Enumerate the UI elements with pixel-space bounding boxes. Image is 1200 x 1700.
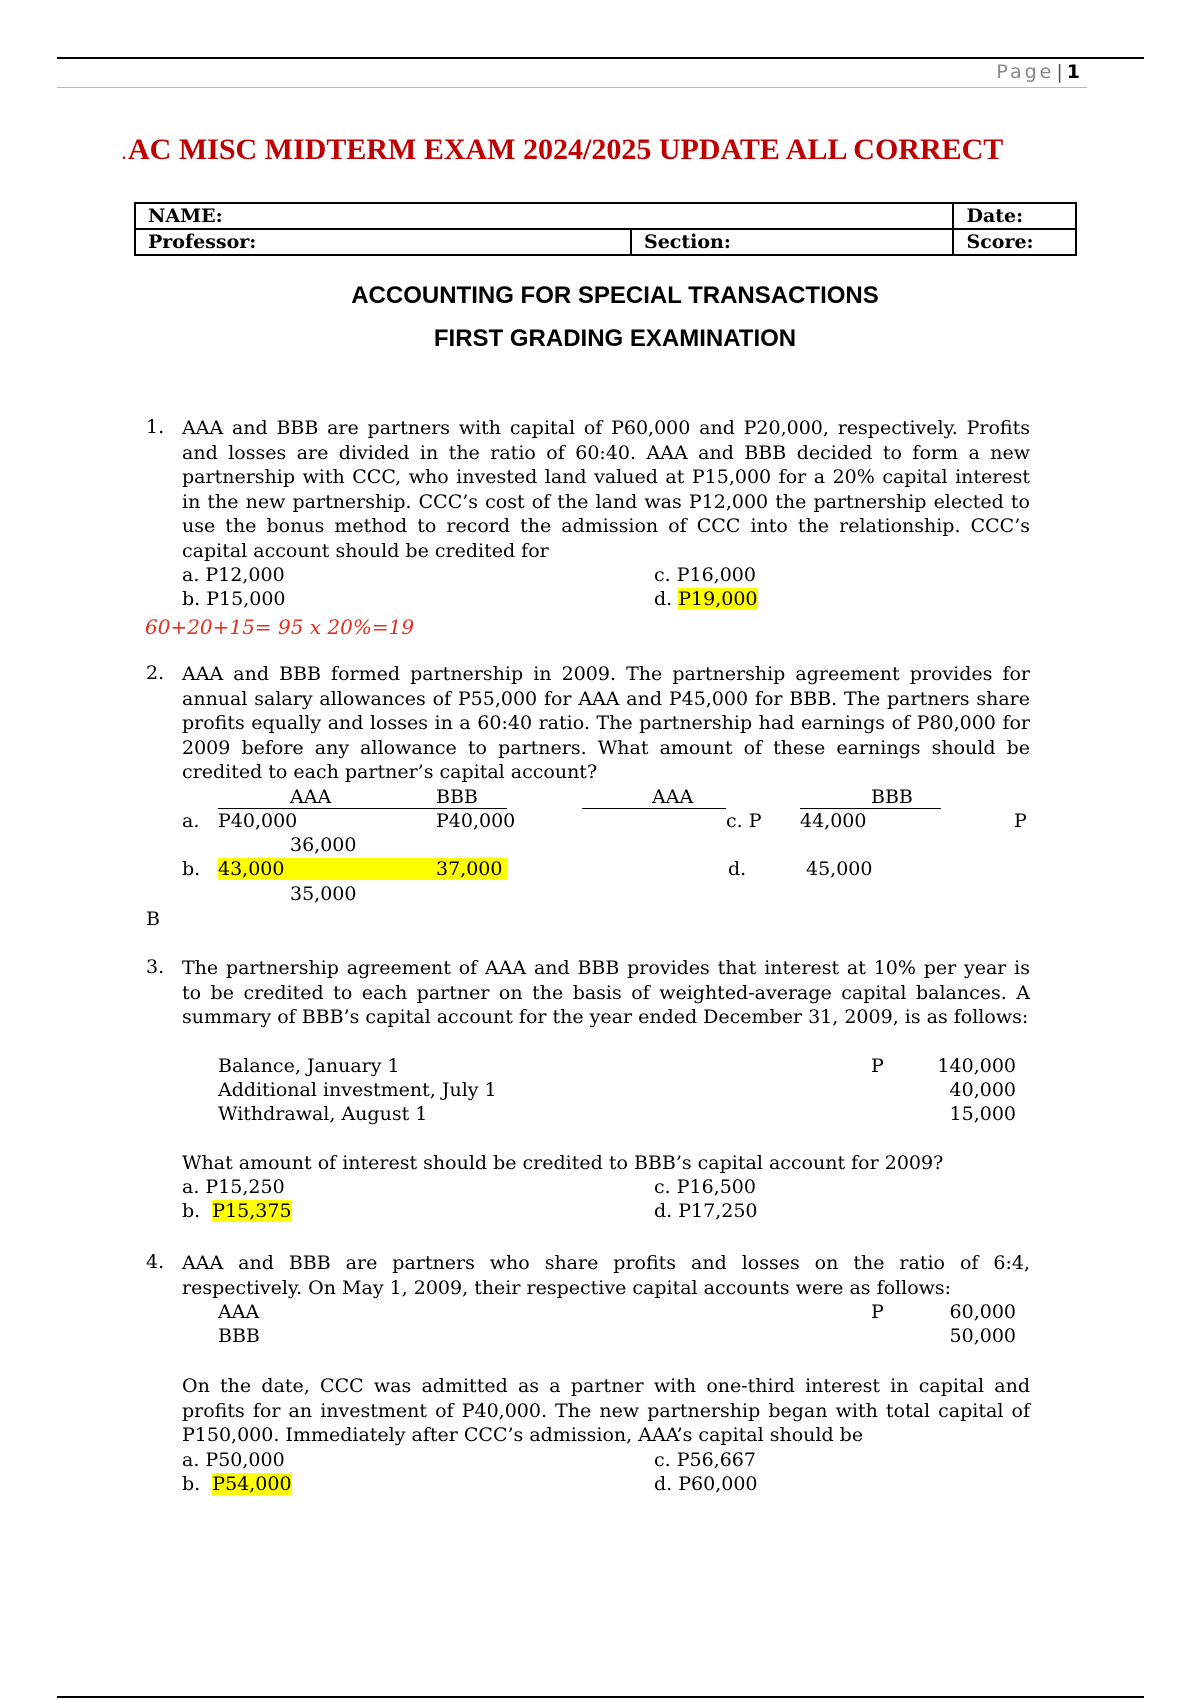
option-label: b. bbox=[182, 1473, 201, 1495]
option-label: b. bbox=[182, 1200, 201, 1222]
q2-option-b-aaa: 43,000 bbox=[218, 858, 285, 880]
question-number: 1. bbox=[146, 416, 165, 438]
q2-header-underline-2 bbox=[582, 808, 726, 809]
handwritten-solution-note: 60+20+15= 95 x 20%=19 bbox=[145, 615, 415, 639]
q4-option-d: d. P60,000 bbox=[654, 1473, 758, 1495]
question-stem: AAA and BBB are partners with capital of P60,000 and P20,000, respectively. Profits and losses are divided in the ratio of 60:40. AAA and BBB decided to form a new partnership with CCC, who invested land valued at P15,000 for a 20% capital interest in the new partnership. CCC’s cost of the land was P12,000 the partnership elected to use the bonus method to record the admission of CCC into the relationship. CCC’s capital account should be credited for bbox=[182, 417, 1030, 562]
page-separator: | bbox=[1056, 61, 1063, 83]
title-text: AC MISC MIDTERM EXAM 2024/2025 UPDATE ALL CORRECT bbox=[128, 133, 1004, 166]
q1-option-d bbox=[654, 588, 758, 610]
q4-option-a: a. P50,000 bbox=[182, 1449, 285, 1471]
q2-option-c-bbb: 36,000 bbox=[290, 834, 357, 856]
question-number: 3. bbox=[146, 956, 165, 978]
q3-row-label: Withdrawal, August 1 bbox=[218, 1103, 428, 1125]
q2-col-aaa-1: AAA bbox=[290, 786, 332, 808]
q2-answer: B bbox=[146, 908, 160, 930]
question-paragraph: On the date, CCC was admitted as a partner with one-third interest in capital and profits for an investment of P40,000. The new partnership began with total capital of P150,000. Immediately after CCC’s admission, AAA’s capital should be bbox=[182, 1375, 1030, 1446]
correct-answer-highlight: P19,000 bbox=[678, 588, 758, 610]
question-stem: AAA and BBB formed partnership in 2009. The partnership agreement provides for annual salary allowances of P55,000 for AAA and P45,000 for BBB. The partners share profits equally and losses in a 60:40 ratio. The partnership had earnings of P80,000 for 2009 before any allowance to partners. What amount of these earnings should be credited to each partner’s capital account? bbox=[182, 663, 1030, 783]
q4-row-label: AAA bbox=[218, 1301, 260, 1323]
q3-question: What amount of interest should be credited to BBB’s capital account for 2009? bbox=[182, 1152, 944, 1174]
q3-row-amount: 40,000 bbox=[949, 1079, 1016, 1101]
q2-option-b-bbb: 37,000 bbox=[436, 858, 503, 880]
q3-row-amount: 140,000 bbox=[937, 1055, 1016, 1077]
q2-header-underline-1 bbox=[218, 808, 507, 809]
section-subtitle: FIRST GRADING EXAMINATION bbox=[433, 325, 797, 352]
q2-col-bbb-1: BBB bbox=[436, 786, 478, 808]
q2-option-b-label: b. bbox=[182, 858, 201, 880]
q3-row-label: Additional investment, July 1 bbox=[218, 1079, 497, 1101]
question-stem: The partnership agreement of AAA and BBB provides that interest at 10% per year is to be credited to each partner on the basis of weighted-average capital balances. A summary of BBB’s capital account for the year ended December 31, 2009, is as follows: bbox=[182, 957, 1030, 1028]
title-dot: . bbox=[122, 146, 126, 163]
section-title: ACCOUNTING FOR SPECIAL TRANSACTIONS bbox=[351, 282, 879, 309]
q2-col-bbb-2: BBB bbox=[871, 786, 913, 808]
top-rule bbox=[57, 57, 1144, 59]
page-number-value: 1 bbox=[1066, 61, 1080, 83]
q2-option-a-aaa: P40,000 bbox=[218, 810, 298, 832]
q4-option-b bbox=[182, 1473, 292, 1495]
q3-option-b bbox=[182, 1200, 292, 1222]
q3-row-p: P bbox=[871, 1055, 884, 1077]
correct-answer-highlight bbox=[218, 858, 508, 880]
q3-option-d: d. P17,250 bbox=[654, 1200, 758, 1222]
question-stem: AAA and BBB are partners who share profits and losses on the ratio of 6:4, respectively. On May 1, 2009, their respective capital accounts were as follows: bbox=[182, 1252, 1030, 1299]
q3-row-amount: 15,000 bbox=[949, 1103, 1016, 1125]
correct-answer-highlight: P15,375 bbox=[212, 1200, 292, 1222]
q2-option-b-row bbox=[218, 858, 508, 880]
option-label: d. bbox=[654, 588, 673, 610]
q2-header-underline-3 bbox=[800, 808, 941, 809]
q1-option-c: c. P16,000 bbox=[654, 564, 756, 586]
score-field: Score: bbox=[953, 229, 1076, 255]
section-field: Section: bbox=[631, 229, 953, 255]
q2-option-a-bbb: P40,000 bbox=[436, 810, 516, 832]
q2-option-d-label: d. bbox=[728, 858, 747, 880]
q4-row-label: BBB bbox=[218, 1325, 260, 1347]
question-number: 4. bbox=[146, 1251, 165, 1273]
student-info-box bbox=[134, 202, 1077, 256]
q4-row-amount: 50,000 bbox=[949, 1325, 1016, 1347]
header-rule bbox=[57, 87, 1087, 88]
question-number: 2. bbox=[146, 662, 165, 684]
bottom-rule bbox=[57, 1696, 1144, 1698]
page-number bbox=[996, 61, 1080, 83]
q2-option-c-p: P bbox=[1014, 810, 1027, 832]
q1-option-b: b. P15,000 bbox=[182, 588, 286, 610]
q4-option-c: c. P56,667 bbox=[654, 1449, 756, 1471]
q1-option-a: a. P12,000 bbox=[182, 564, 285, 586]
name-field: NAME: bbox=[135, 203, 953, 229]
date-field: Date: bbox=[953, 203, 1076, 229]
q2-col-aaa-2: AAA bbox=[652, 786, 694, 808]
q3-row-label: Balance, January 1 bbox=[218, 1055, 400, 1077]
professor-field: Professor: bbox=[135, 229, 631, 255]
q2-option-c-aaa: 44,000 bbox=[800, 810, 867, 832]
q2-option-a-label: a. bbox=[182, 810, 200, 832]
page-label: Page bbox=[996, 61, 1055, 83]
q4-row-p: P bbox=[871, 1301, 884, 1323]
q2-option-c-label: c. P bbox=[726, 810, 762, 832]
q2-option-d-bbb: 35,000 bbox=[290, 883, 357, 905]
document-title bbox=[122, 133, 1003, 167]
q3-option-a: a. P15,250 bbox=[182, 1176, 285, 1198]
q3-option-c: c. P16,500 bbox=[654, 1176, 756, 1198]
q2-option-d-aaa: 45,000 bbox=[806, 858, 873, 880]
correct-answer-highlight: P54,000 bbox=[212, 1473, 292, 1495]
q4-row-amount: 60,000 bbox=[949, 1301, 1016, 1323]
